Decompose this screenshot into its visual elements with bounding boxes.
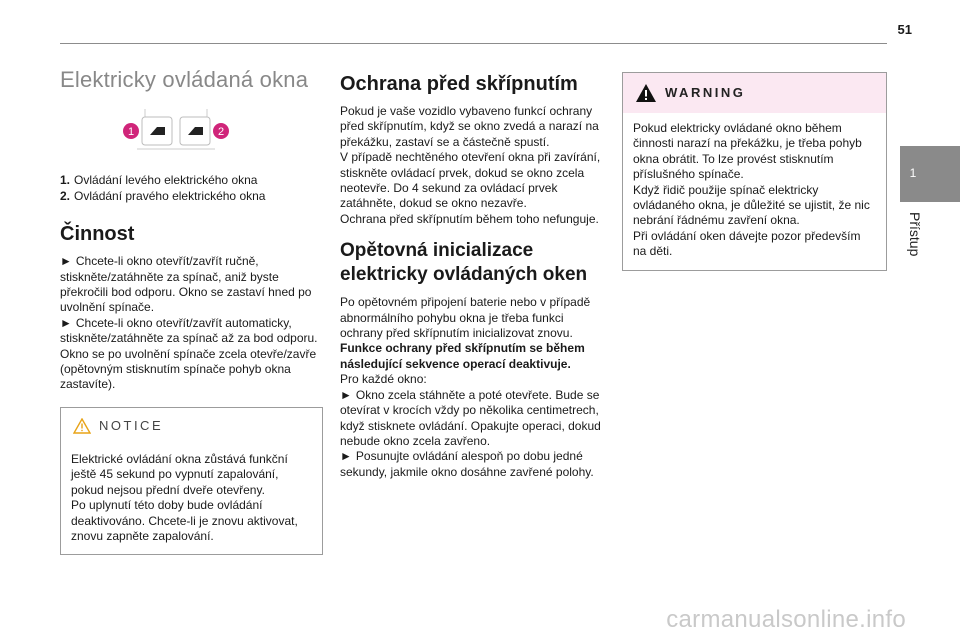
- list-item-text: Ovládání levého elektrického okna: [74, 173, 258, 188]
- chapter-label-container: [903, 212, 923, 332]
- bullet: ►: [60, 254, 72, 269]
- chapter-tab[interactable]: [900, 146, 960, 202]
- bullet: ►: [60, 315, 72, 330]
- paragraph-anti-pinch-2: V případě nechtěného otevření okna při zavírání, stiskněte ovládací prvek, dokud se okno zcela neotevře. Do 4 sekund za ovládací prvek zatáhněte, dokud se okno nezavře.: [340, 150, 601, 211]
- column-right: [622, 72, 887, 271]
- callout-2: 2: [217, 126, 225, 139]
- legend-list: [60, 173, 323, 204]
- notice-body: [61, 444, 322, 554]
- warning-text-2: Když řidič použije spínač elektricky ovládaného okna, je důležité se ujistit, že nic nebrání řádnému zavření okna.: [633, 182, 870, 228]
- list-item-number: 2.: [60, 188, 71, 203]
- section-title: Elektricky ovládaná okna: [60, 67, 309, 92]
- heading-anti-pinch: Ochrana před skřípnutím: [340, 73, 578, 95]
- notice-box: [60, 407, 323, 555]
- column-left: [60, 67, 323, 555]
- list-item-number: 1.: [60, 173, 71, 188]
- paragraph-reinit-1: Po opětovném připojení baterie nebo v případě abnormálního pohybu okna je třeba funkci ochrany před skřípnutím inicializovat znovu.: [340, 295, 591, 341]
- window-switch-icon: [115, 101, 235, 157]
- paragraph-manual-text: Chcete-li okno otevřít/zavřít ručně, stiskněte/zatáhněte za spínač, aniž byste překročili bod odporu. Okno se zastaví hned po uvolnění spínače.: [60, 254, 312, 315]
- page-number: 51: [897, 22, 912, 37]
- header-divider: [60, 43, 887, 44]
- heading-operation: Činnost: [60, 223, 135, 246]
- paragraph-auto-text: Chcete-li okno otevřít/zavřít automaticky, stiskněte/zatáhněte za spínač až za bod odporu. Okno se po uvolnění spínače zcela otevře/zavře (opětovným stisknutím spínače pohyb okna zastavíte).: [60, 315, 318, 392]
- paragraph-reinit-step1: [340, 388, 605, 450]
- paragraph-reinit-each: Pro každé okno:: [340, 372, 427, 387]
- warning-box: [622, 72, 887, 271]
- list-item: [60, 173, 323, 188]
- warning-title: WARNING: [665, 85, 746, 101]
- callout-1: 1: [127, 126, 135, 139]
- paragraph-manual: [60, 254, 323, 316]
- paragraph-auto: [60, 316, 323, 393]
- list-item: [60, 189, 323, 204]
- notice-triangle-icon: [73, 418, 91, 434]
- notice-title: NOTICE: [99, 418, 164, 434]
- notice-header: [61, 408, 322, 444]
- column-middle: [340, 72, 605, 480]
- chapter-label: Přístup: [907, 212, 923, 257]
- paragraph-reinit-step1-text: Okno zcela stáhněte a poté otevřete. Bude se otevírat v krocích vždy po několika centimetrech, když stisknete ovládání. Opakujte operaci, dokud nebude okno zcela zavřeno.: [340, 387, 601, 448]
- warning-text-1: Pokud elektricky ovládané okno během činnosti narazí na překážku, je třeba pohyb okna obrátit. To lze provést stisknutím příslušného spínače.: [633, 121, 862, 182]
- chapter-number: 1: [909, 166, 917, 180]
- list-item-text: Ovládání pravého elektrického okna: [74, 188, 266, 203]
- notice-text-1: Elektrické ovládání okna zůstává funkční ještě 45 sekund po vypnutí zapalování, pokud nejsou přední dveře otevřeny.: [71, 451, 288, 497]
- paragraph-reinit-step2-text: Posunujte ovládání alespoň po dobu jedné sekundy, jakmile okno dosáhne zavřené polohy.: [340, 449, 594, 479]
- warning-body: [623, 113, 886, 270]
- warning-text-3: Při ovládání oken dávejte pozor především na děti.: [633, 228, 861, 259]
- watermark: carmanualsonline.info: [666, 606, 906, 633]
- heading-reinit: Opětovná inicializace elektricky ovládaných oken: [340, 240, 588, 286]
- window-switch-figure: [115, 101, 235, 157]
- paragraph-reinit-step2: [340, 449, 605, 480]
- paragraph-reinit-bold: Funkce ochrany před skřípnutím se během následující sekvence operací deaktivuje.: [340, 341, 585, 371]
- paragraph-anti-pinch-3: Ochrana před skřípnutím během toho nefunguje.: [340, 211, 599, 226]
- warning-header: [623, 73, 886, 113]
- paragraph-anti-pinch-1: Pokud je vaše vozidlo vybaveno funkcí ochrany před skřípnutím, když se okno zvedá a narazí na překážku, zastaví se a částečně spustí.: [340, 104, 599, 149]
- bullet: ►: [340, 387, 352, 402]
- notice-text-2: Po uplynutí této doby bude ovládání deaktivováno. Chcete-li je znovu aktivovat, znovu zapněte zapalování.: [71, 498, 298, 543]
- bullet: ►: [340, 449, 352, 464]
- warning-triangle-icon: [635, 83, 657, 103]
